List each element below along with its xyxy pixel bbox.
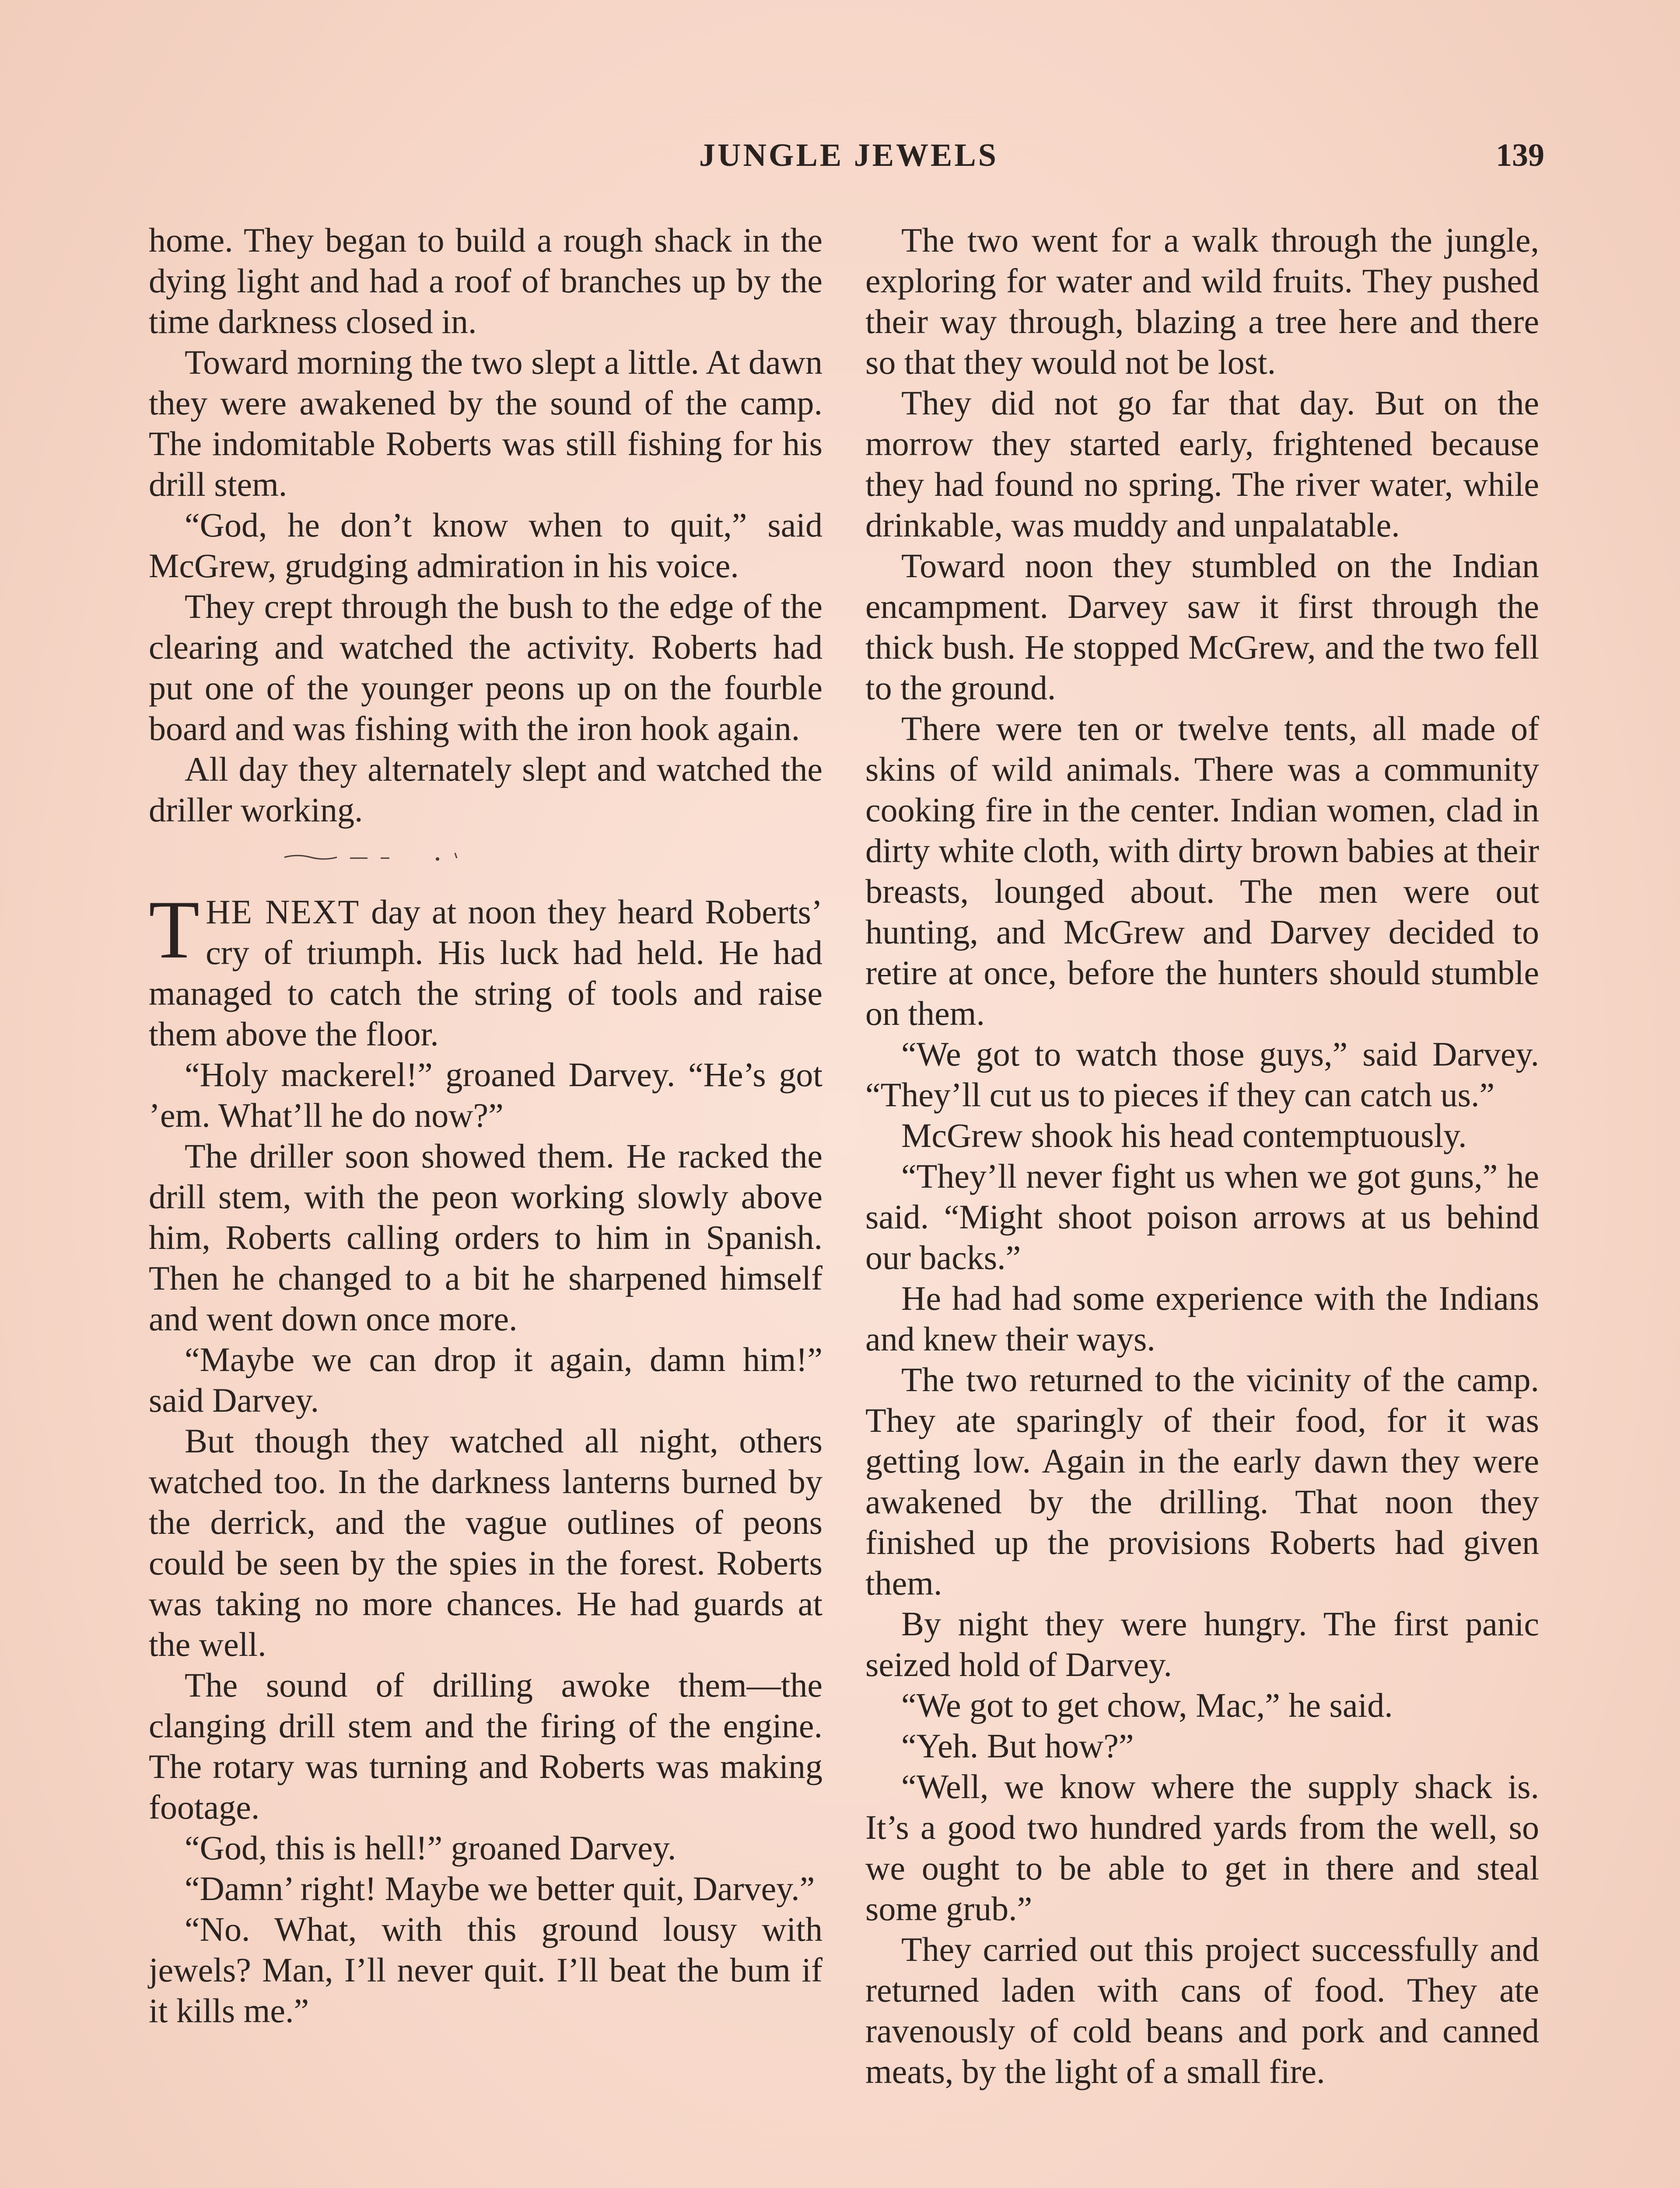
drop-cap-lead: HE NEXT bbox=[206, 893, 360, 931]
paragraph: “We got to get chow, Mac,” he said. bbox=[901, 1686, 1393, 1724]
page-number: 139 bbox=[1496, 137, 1544, 173]
running-title: JUNGLE JEWELS bbox=[699, 137, 998, 173]
right-column bbox=[865, 220, 1539, 2092]
paragraph: The two went for a walk through the jungle, exploring for water and wild fruits. They pushed their way through, blazing a tree here and there so that they would not be lost. bbox=[865, 221, 1539, 381]
drop-cap: T bbox=[149, 884, 200, 976]
paragraph: “Well, we know where the supply shack is. It’s a good two hundred yards from the well, so we ought to be able to get in there and steal some grub.” bbox=[865, 1767, 1539, 1928]
paragraph: By night they were hungry. The first panic seized hold of Darvey. bbox=[865, 1605, 1539, 1683]
drop-cap-paragraph bbox=[149, 884, 822, 1054]
paragraph: They crept through the bush to the edge of the clearing and watched the activity. Roberts had put one of the younger peons up on the fourble board and was fishing with the iron hook again. bbox=[149, 587, 822, 747]
section-break-ornament bbox=[280, 851, 464, 864]
paragraph: McGrew shook his head contemptuously. bbox=[901, 1116, 1467, 1154]
paragraph: “Holy mackerel!” groaned Darvey. “He’s got ’em. What’ll he do now?” bbox=[149, 1055, 822, 1134]
paragraph: “We got to watch those guys,” said Darvey. “They’ll cut us to pieces if they can catch us.” bbox=[865, 1035, 1539, 1114]
drop-cap-rest: day at noon they heard Roberts’ cry of triumph. His luck had held. He had managed to catch the string of tools and raise them above the floor. bbox=[149, 893, 822, 1053]
paragraph: “Maybe we can drop it again, damn him!” said Darvey. bbox=[149, 1340, 822, 1419]
paragraph: They did not go far that day. But on the morrow they started early, frightened because they had found no spring. The river water, while drinkable, was muddy and unpalatable. bbox=[865, 384, 1539, 544]
paragraph: “God, this is hell!” groaned Darvey. bbox=[185, 1829, 676, 1867]
section-break bbox=[149, 830, 822, 891]
paragraph: He had had some experience with the Indians and knew their ways. bbox=[865, 1279, 1539, 1358]
paragraph: All day they alternately slept and watched the driller working. bbox=[149, 750, 822, 829]
paragraph: home. They began to build a rough shack in the dying light and had a roof of branches up by the time darkness closed in. bbox=[149, 221, 822, 340]
paragraph: The sound of drilling awoke them—the clanging drill stem and the firing of the engine. The rotary was turning and Roberts was making footage. bbox=[149, 1666, 822, 1826]
paragraph: The two returned to the vicinity of the camp. They ate sparingly of their food, for it was getting low. Again in the early dawn they were awakened by the drilling. That noon they finished up the provisions Roberts had given them. bbox=[865, 1360, 1539, 1602]
paragraph: The driller soon showed them. He racked the drill stem, with the peon working slowly above him, Roberts calling orders to him in Spanish. Then he changed to a bit he sharpened himself and went down once more. bbox=[149, 1137, 822, 1338]
paragraph: But though they watched all night, others watched too. In the darkness lanterns burned by the derrick, and the vague outlines of peons could be seen by the spies in the forest. Roberts was taking no more chances. He had guards at the well. bbox=[149, 1422, 822, 1663]
paragraph: They carried out this project successfully and returned laden with cans of food. They ate ravenously of cold beans and pork and canned meats, by the light of a small fire. bbox=[865, 1930, 1539, 2090]
paragraph: Toward noon they stumbled on the Indian encampment. Darvey saw it first through the thick bush. He stopped McGrew, and the two fell to the ground. bbox=[865, 547, 1539, 707]
page-header bbox=[149, 131, 1549, 179]
paragraph: “No. What, with this ground lousy with jewels? Man, I’ll never quit. I’ll beat the bum if it kills me.” bbox=[149, 1910, 822, 2030]
paragraph: “God, he don’t know when to quit,” said McGrew, grudging admiration in his voice. bbox=[149, 506, 822, 585]
left-column bbox=[149, 220, 822, 2031]
paragraph: “Damn’ right! Maybe we better quit, Darvey.” bbox=[185, 1869, 815, 1907]
paragraph: There were ten or twelve tents, all made of skins of wild animals. There was a community cooking fire in the center. Indian women, clad in dirty white cloth, with dirty brown babies at their breasts, lounged about. The men were out hunting, and McGrew and Darvey decided to retire at once, before the hunters should stumble on them. bbox=[865, 709, 1539, 1032]
paragraph: “They’ll never fight us when we got guns,” he said. “Might shoot poison arrows at us behind our backs.” bbox=[865, 1157, 1539, 1276]
paragraph: “Yeh. But how?” bbox=[901, 1727, 1134, 1765]
paragraph: Toward morning the two slept a little. At dawn they were awakened by the sound of the camp. The indomitable Roberts was still fishing for his drill stem. bbox=[149, 343, 822, 503]
